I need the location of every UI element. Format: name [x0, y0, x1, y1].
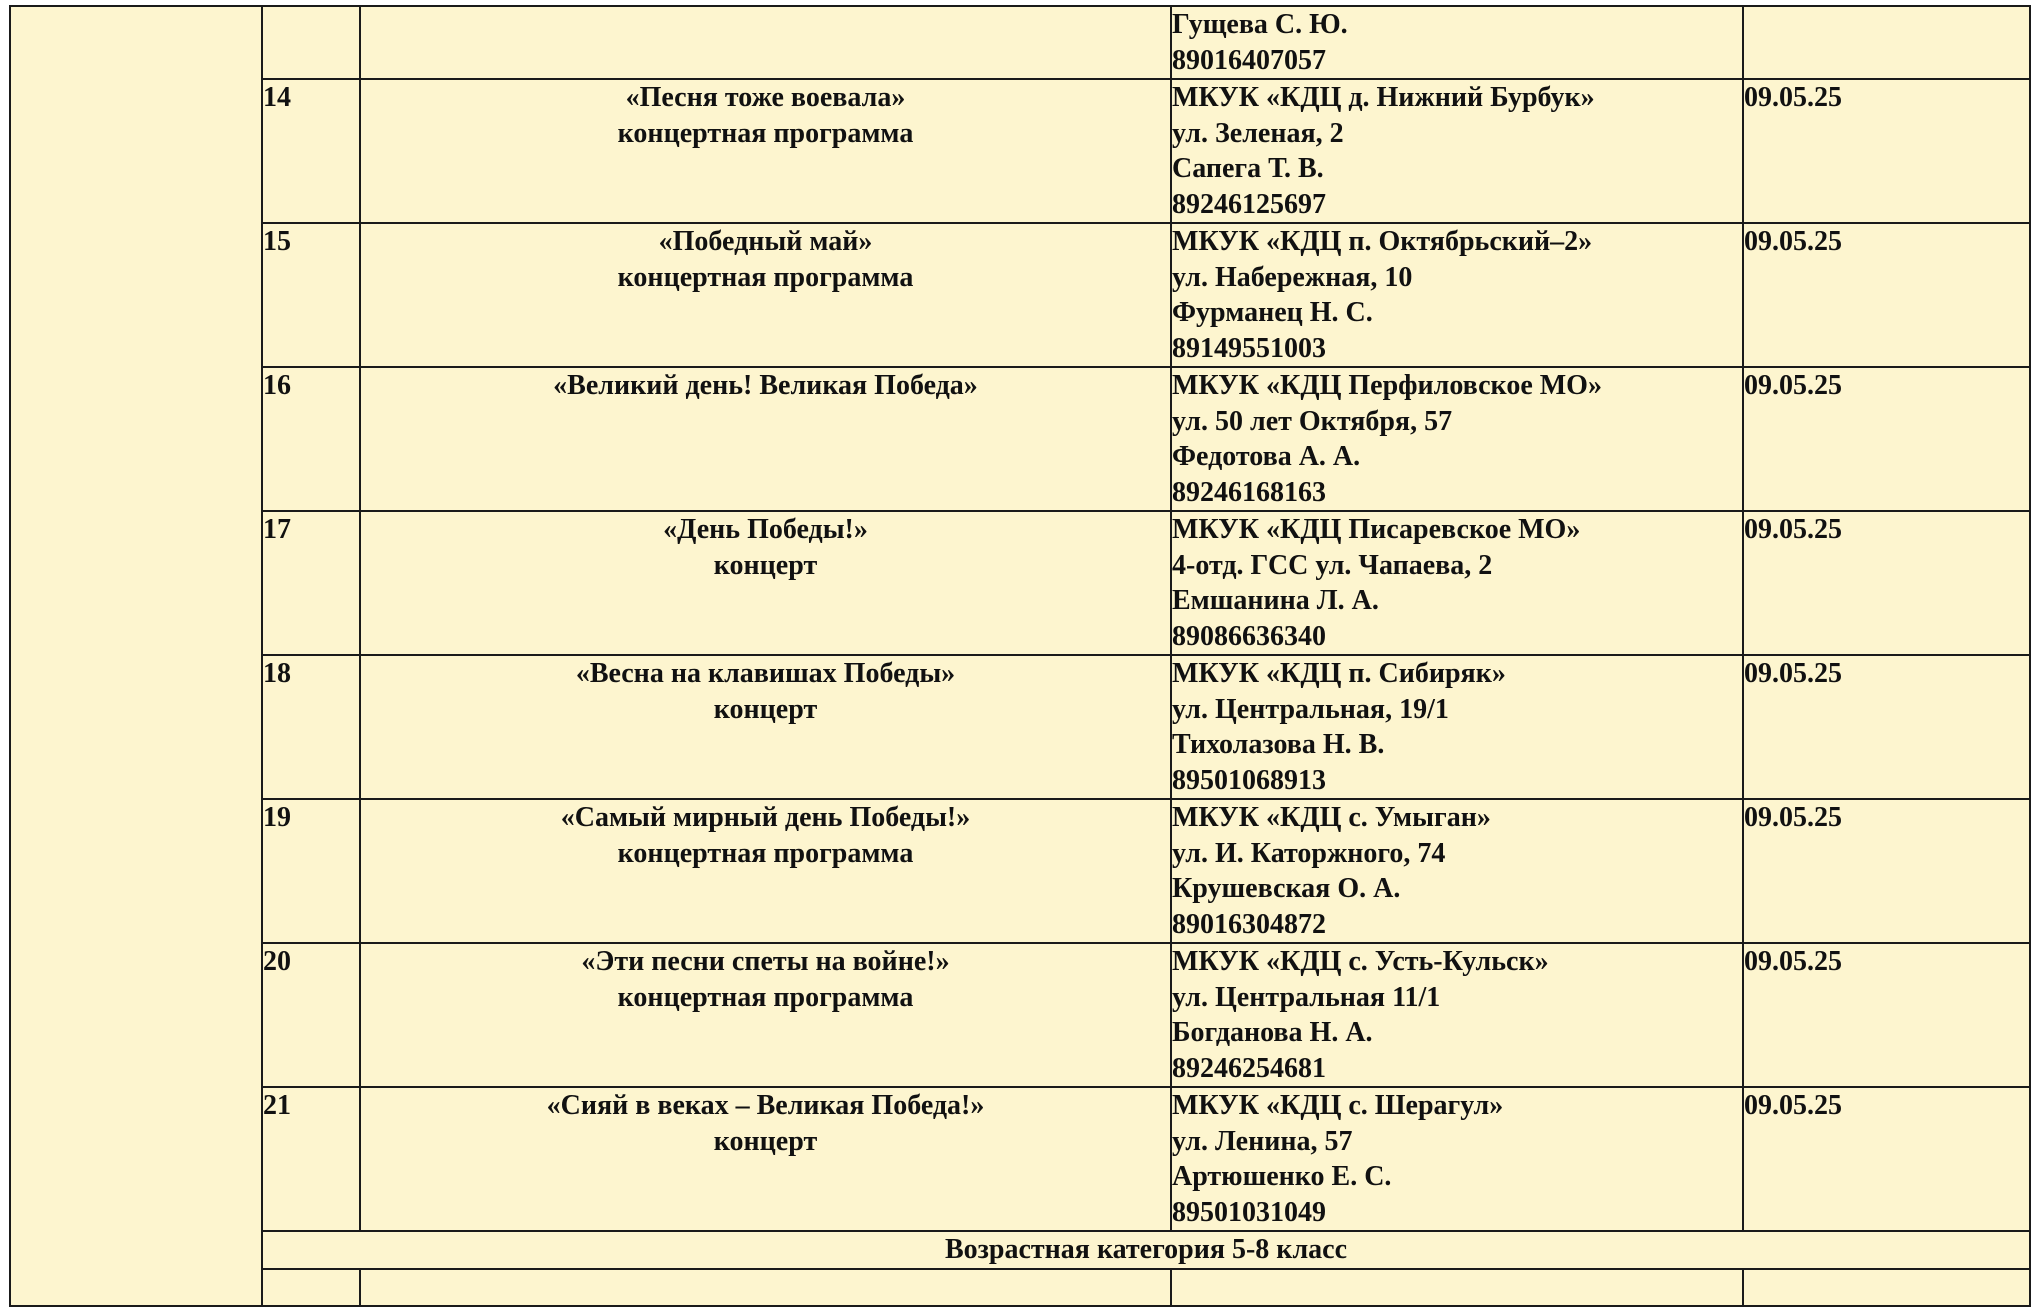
event-date: 09.05.25	[1743, 943, 2030, 1087]
venue-address: ул. Центральная, 19/1	[1172, 693, 1449, 725]
event-row	[10, 511, 2030, 655]
event-number: 21	[262, 1087, 360, 1231]
event-subtitle: концертная программа	[617, 981, 914, 1013]
contact-person: Артюшенко Е. С.	[1172, 1161, 1392, 1192]
event-title: «Эти песни спеты на войне!»	[581, 946, 950, 977]
venue-name: МКУК «КДЦ с. Умыган»	[1172, 802, 1491, 833]
num-cell	[262, 1269, 360, 1306]
event-number: 19	[262, 799, 360, 943]
contact-phone: 89246125697	[1172, 188, 1326, 220]
event-title: «День Победы!»	[663, 514, 868, 545]
title-cell	[360, 943, 1171, 1087]
event-date: 09.05.25	[1743, 223, 2030, 367]
title-cell	[360, 6, 1171, 79]
event-row	[10, 943, 2030, 1087]
event-title: «Весна на клавишах Победы»	[575, 658, 956, 689]
event-title: «Победный май»	[658, 226, 873, 257]
event-date: 09.05.25	[1743, 511, 2030, 655]
venue-cell	[1171, 943, 1743, 1087]
event-number: 20	[262, 943, 360, 1087]
contact-person: Богданова Н. А.	[1172, 1017, 1373, 1048]
event-date: 09.05.25	[1743, 799, 2030, 943]
date-cell	[1743, 6, 2030, 79]
contact-phone: 89501068913	[1172, 764, 1326, 796]
contact-phone: 89016304872	[1172, 908, 1326, 940]
venue-name: МКУК «КДЦ д. Нижний Бурбук»	[1172, 82, 1595, 113]
event-number: 16	[262, 367, 360, 511]
venue-cell	[1171, 79, 1743, 223]
event-subtitle: концертная программа	[617, 261, 914, 293]
venue-cell	[1171, 1269, 1743, 1306]
event-title: «Великий день! Великая Победа»	[553, 370, 978, 401]
contact-person: Фурманец Н. С.	[1172, 297, 1373, 328]
contact-phone: 89016407057	[1172, 44, 1326, 76]
side-column-cell	[10, 6, 262, 1306]
venue-name: МКУК «КДЦ п. Октябрьский–2»	[1172, 226, 1593, 257]
event-number: 18	[262, 655, 360, 799]
venue-cell	[1171, 6, 1743, 79]
venue-cell	[1171, 367, 1743, 511]
num-cell	[262, 6, 360, 79]
title-cell	[360, 79, 1171, 223]
date-cell	[1743, 1269, 2030, 1306]
contact-person: Емшанина Л. А.	[1172, 585, 1379, 616]
events-table-body	[10, 6, 2030, 1306]
event-title: «Сияй в веках – Великая Победа!»	[546, 1090, 985, 1121]
contact-person: Тихолазова Н. В.	[1172, 729, 1385, 760]
event-row	[10, 1087, 2030, 1231]
venue-name: МКУК «КДЦ с. Шерагул»	[1172, 1090, 1504, 1121]
event-row	[10, 79, 2030, 223]
venue-address: ул. Набережная, 10	[1172, 261, 1413, 293]
venue-name: МКУК «КДЦ Писаревское МО»	[1172, 514, 1581, 545]
title-cell	[360, 223, 1171, 367]
venue-cell	[1171, 223, 1743, 367]
category-heading: Возрастная категория 5-8 класс	[262, 1231, 2030, 1269]
title-cell	[360, 1087, 1171, 1231]
event-date: 09.05.25	[1743, 367, 2030, 511]
venue-address: ул. Центральная 11/1	[1172, 981, 1441, 1013]
event-number: 14	[262, 79, 360, 223]
venue-address: ул. Зеленая, 2	[1172, 117, 1344, 149]
venue-name: МКУК «КДЦ Перфиловское МО»	[1172, 370, 1602, 401]
event-row	[10, 367, 2030, 511]
category-row	[10, 1231, 2030, 1269]
contact-phone: 89149551003	[1172, 332, 1326, 364]
event-date: 09.05.25	[1743, 1087, 2030, 1231]
events-table	[9, 5, 2031, 1307]
venue-address: 4-отд. ГСС ул. Чапаева, 2	[1172, 549, 1493, 581]
contact-phone: 89246168163	[1172, 476, 1326, 508]
event-subtitle: концерт	[713, 693, 818, 725]
event-subtitle: концерт	[713, 549, 818, 581]
venue-cell	[1171, 655, 1743, 799]
venue-address: ул. 50 лет Октября, 57	[1172, 405, 1453, 437]
venue-name: МКУК «КДЦ с. Усть-Кульск»	[1172, 946, 1549, 977]
venue-address: ул. И. Каторжного, 74	[1172, 837, 1446, 869]
empty-row	[10, 1269, 2030, 1306]
title-cell	[360, 1269, 1171, 1306]
venue-cell	[1171, 799, 1743, 943]
contact-phone: 89246254681	[1172, 1052, 1326, 1084]
event-number: 15	[262, 223, 360, 367]
event-title: «Песня тоже воевала»	[625, 82, 906, 113]
event-row	[10, 655, 2030, 799]
venue-cell	[1171, 1087, 1743, 1231]
contact-person: Федотова А. А.	[1172, 441, 1361, 472]
event-number: 17	[262, 511, 360, 655]
venue-address: ул. Ленина, 57	[1172, 1125, 1353, 1157]
event-subtitle: концерт	[713, 1125, 818, 1157]
continued-row	[10, 6, 2030, 79]
contact-phone: 89501031049	[1172, 1196, 1326, 1228]
contact-person: Крушевская О. А.	[1172, 873, 1401, 904]
event-subtitle: концертная программа	[617, 837, 914, 869]
contact-phone: 89086636340	[1172, 620, 1326, 652]
venue-cell	[1171, 511, 1743, 655]
title-cell	[360, 799, 1171, 943]
event-title: «Самый мирный день Победы!»	[560, 802, 971, 833]
title-cell	[360, 655, 1171, 799]
event-subtitle: концертная программа	[617, 117, 914, 149]
title-cell	[360, 511, 1171, 655]
event-date: 09.05.25	[1743, 655, 2030, 799]
event-row	[10, 799, 2030, 943]
event-date: 09.05.25	[1743, 79, 2030, 223]
venue-name: МКУК «КДЦ п. Сибиряк»	[1172, 658, 1506, 689]
title-cell	[360, 367, 1171, 511]
contact-person: Гущева С. Ю.	[1172, 9, 1348, 40]
event-row	[10, 223, 2030, 367]
contact-person: Сапега Т. В.	[1172, 153, 1324, 184]
